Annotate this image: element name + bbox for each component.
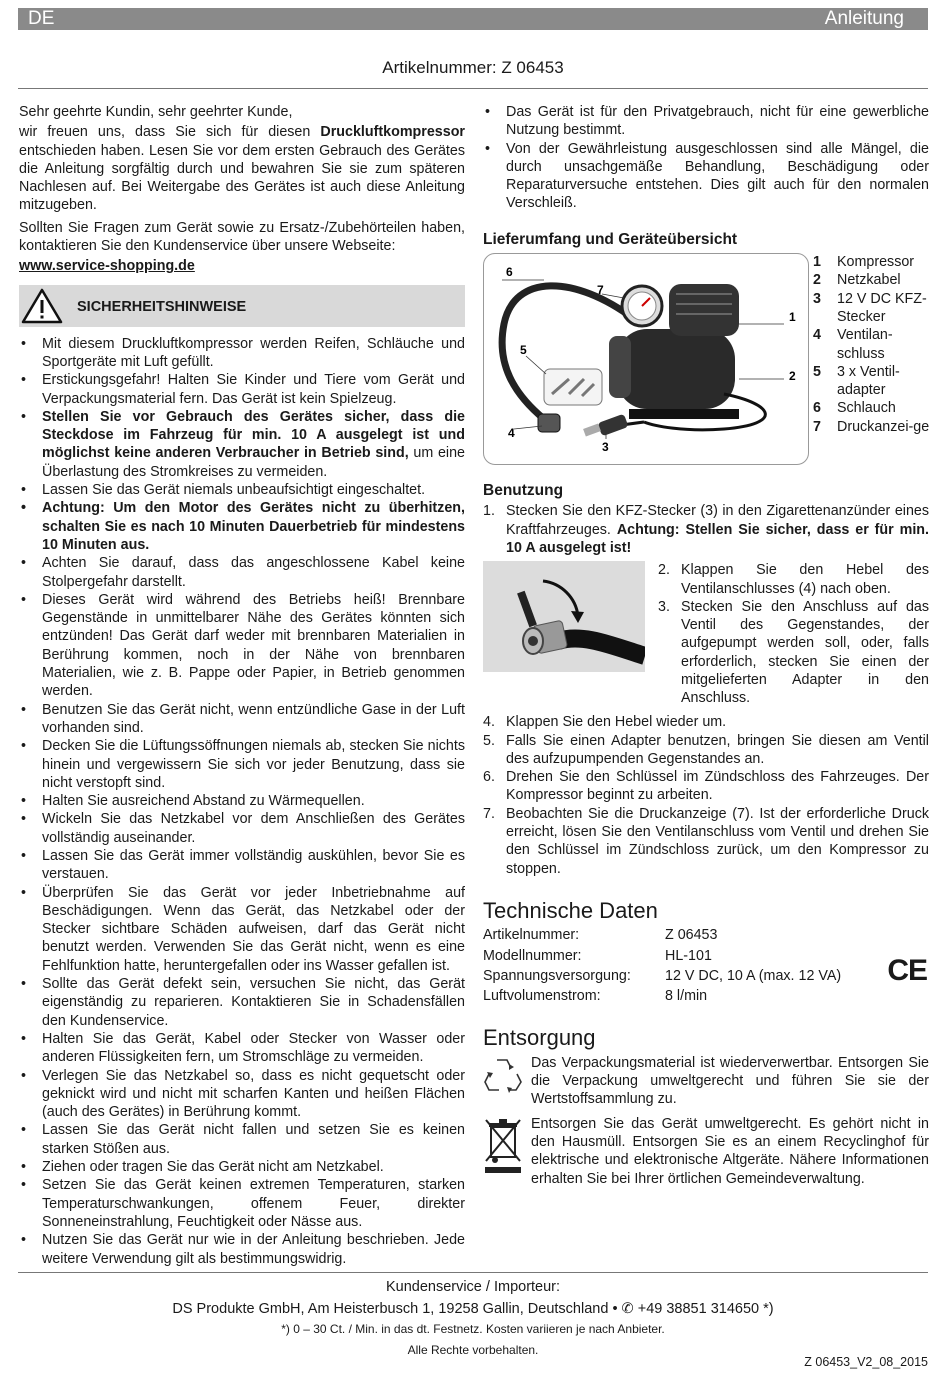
legend-text: Druckanzei-ge (837, 418, 930, 435)
crossed-bin-icon (483, 1117, 523, 1175)
list-item (483, 768, 929, 805)
website-link[interactable]: www.service-shopping.de (19, 258, 195, 275)
legend-number: 6 (813, 400, 821, 417)
overview-figure (483, 253, 929, 468)
figure-label-3: 3 (602, 440, 609, 455)
list-item: • Nutzen Sie das Gerät nur wie in der Anleitung beschrieben. Jede weitere Verwendung gilt als bestimmungswidrig. (19, 1231, 465, 1268)
bottom-divider (18, 1272, 928, 1273)
safety-title: SICHERHEITSHINWEISE (77, 298, 247, 315)
list-item: • Das Gerät ist für den Privatgebrauch, nicht für eine gewerbliche Nutzung bestimmt. (483, 103, 929, 140)
list-item (483, 805, 929, 878)
step-number: 6. (483, 769, 495, 786)
list-item (658, 561, 929, 598)
tech-value: HL-101 (665, 947, 712, 964)
legend-number: 1 (813, 254, 821, 271)
legend-number: 7 (813, 418, 821, 435)
tech-key: Modellnummer: (483, 947, 582, 964)
list-item: • Setzen Sie das Gerät keinen extremen Temperaturen, starken Temperaturschwankungen, offenem Feuer, direkter Sonneneinstrahlung, Feuchtigkeit oder Nässe aus. (19, 1176, 465, 1231)
list-item: • Ziehen oder tragen Sie das Gerät nicht am Netzkabel. (19, 1158, 465, 1176)
footer-service-label: Kundenservice / Importeur: (385, 1279, 561, 1295)
list-item: • Achten Sie darauf, dass das angeschlossene Kabel keine Stolpergefahr darstellt. (19, 554, 465, 591)
usage-title: Benutzung (483, 482, 564, 500)
list-item: • Lassen Sie das Gerät nicht fallen und setzen Sie es keinen starken Stößen aus. (19, 1121, 465, 1158)
tech-key: Artikelnummer: (483, 927, 580, 944)
tech-block (483, 926, 929, 1005)
warning-icon (21, 288, 63, 324)
document-code: Z 06453_V2_08_2015 (804, 1355, 928, 1369)
step-number: 4. (483, 714, 495, 731)
list-item: • Achtung: Um den Motor des Gerätes nicht zu überhitzen, schalten Sie es nach 10 Minuten Dauerbetrieb für mindestens 10 Minuten aus. (19, 499, 465, 554)
legend-number: 3 (813, 290, 821, 307)
legend-text: Schlauch (837, 400, 896, 417)
footer-address: DS Produkte GmbH, Am Heisterbusch 1, 19258 Gallin, Deutschland • ✆ +49 38851 314650 *) (172, 1301, 774, 1317)
valve-lever-illustration (483, 561, 645, 672)
device-disposal (483, 1115, 929, 1188)
list-item: • Halten Sie das Gerät, Kabel oder Stecker von Wasser oder anderen Flüssigkeiten fern, um Stromschläge zu vermeiden. (19, 1030, 465, 1067)
header-title: Anleitung (824, 8, 904, 29)
step-number: 2. (658, 562, 670, 579)
list-item: • Benutzen Sie das Gerät nicht, wenn entzündliche Gase in der Luft vorhanden sind. (19, 701, 465, 738)
list-item: • Erstickungsgefahr! Halten Sie Kinder und Tiere vom Gerät und Verpackungsmaterial fern. Das Gerät ist kein Spielzeug. (19, 371, 465, 408)
language-code: DE (28, 8, 55, 29)
step-text: Klappen Sie den Hebel wieder um. (506, 714, 727, 731)
greeting: Sehr geehrte Kundin, sehr geehrter Kunde, (19, 104, 293, 120)
contact-paragraph: Sollten Sie Fragen zum Gerät sowie zu Ersatz-/Zubehörteilen haben, kontaktieren Sie den Kundenservice über unsere Webseite: (19, 219, 465, 255)
compressor-illustration (484, 254, 808, 464)
top-divider (18, 88, 928, 89)
product-illustration (483, 253, 809, 465)
list-item (483, 713, 929, 731)
tech-table (483, 926, 929, 1005)
ce-mark: CE (887, 954, 927, 988)
valve-photo (483, 561, 645, 672)
step-number: 7. (483, 805, 495, 822)
safety-list-continued (483, 103, 929, 213)
step-warning: Achtung: Stellen Sie sicher, dass er für min. 10 A ausgelegt ist! (506, 521, 930, 556)
step-text: Stecken Sie den KFZ-Stecker (3) in den Zigarettenanzünder eines Kraftfahrzeuges. (506, 503, 929, 538)
header-bar (18, 8, 928, 30)
legend-text: Netzkabel (837, 272, 901, 289)
safety-header (19, 285, 465, 327)
legend-item (813, 418, 933, 436)
figure-label-6: 6 (506, 265, 513, 280)
right-column (483, 103, 929, 1194)
disposal-title: Entsorgung (483, 1025, 596, 1051)
step-number: 5. (483, 732, 495, 749)
step-number: 3. (658, 598, 670, 615)
figure-label-5: 5 (520, 343, 527, 358)
tech-key: Luftvolumenstrom: (483, 988, 601, 1005)
intro-text-c: entschieden haben. Lesen Sie vor dem ersten Gebrauch des Gerätes die Anleitung sorgfältig durch und bewahren Sie sie zum späteren Nachlesen auf. Bei Weitergabe des Gerätes ist auch diese Anleitung mitzugeben. (19, 142, 465, 214)
legend-text: Kompressor (837, 254, 915, 271)
tech-title: Technische Daten (483, 897, 658, 923)
list-item-bold: Stellen Sie vor Gebrauch des Gerätes sicher, dass die Steckdose im Fahrzeug für min. 10 A ausgelegt ist und möglichst keine anderen Verbraucher in Betrieb sind, (42, 408, 465, 462)
parts-legend (813, 253, 933, 436)
legend-item (813, 399, 933, 417)
step-text: Falls Sie einen Adapter benutzen, bringen Sie diesen am Ventil des aufzupumpenden Gegenstandes an. (506, 732, 929, 767)
list-item (19, 408, 465, 481)
figure-label-2: 2 (789, 369, 796, 384)
list-item (483, 502, 929, 557)
legend-item (813, 326, 933, 363)
list-item: • Lassen Sie das Gerät immer vollständig auskühlen, bevor Sie es verstauen. (19, 847, 465, 884)
legend-number: 4 (813, 327, 821, 344)
tech-key: Spannungsversorgung: (483, 967, 631, 984)
intro-text-a: wir freuen uns, dass Sie sich für diesen (19, 124, 321, 141)
legend-text: Ventilan-schluss (837, 327, 893, 362)
tech-value: 8 l/min (665, 988, 708, 1005)
usage-steps-3 (483, 713, 929, 878)
list-item: • Mit diesem Druckluftkompressor werden Reifen, Schläuche und Sportgeräte mit Luft gefüllt. (19, 335, 465, 372)
legend-item (813, 253, 933, 271)
packaging-text: Das Verpackungsmaterial ist wiederverwertbar. Entsorgen Sie die Verpackung umweltgerecht und führen Sie sie der Wertstoffsammlung zu. (531, 1054, 929, 1108)
left-column (19, 103, 465, 1268)
article-number-heading: Artikelnummer: Z 06453 (382, 58, 564, 77)
list-item (658, 598, 929, 708)
list-item: • Dieses Gerät wird während des Betriebs heiß! Brennbare Gegenstände in unmittelbarer Nähe des Gerätes könnten sich entzünden! Das Gerät darf weder mit brennbaren Materialien in Berührung kommen, noch in der Nähe von brennbaren Materialien, wie z. B. Pappe oder Papier, in Betrieb genommen werden. (19, 591, 465, 701)
legend-item (813, 271, 933, 289)
legend-number: 5 (813, 363, 821, 380)
safety-list (19, 335, 465, 1268)
figure-label-7: 7 (597, 283, 604, 298)
footer-rights: Alle Rechte vorbehalten. (407, 1343, 539, 1357)
list-item-rest: um eine Überlastung des Stromkreises zu vermeiden. (42, 445, 466, 480)
tech-value: Z 06453 (665, 927, 718, 944)
step-text: Stecken Sie den Anschluss auf das Ventil des Gegenstandes, der aufgepumpt werden soll, oder, falls erforderlich, stecken Sie einen der mitgelieferten Adapter in den Anschluss. (681, 598, 929, 707)
list-item: • Halten Sie ausreichend Abstand zu Wärmequellen. (19, 792, 465, 810)
intro-paragraph (19, 123, 465, 214)
tech-value: 12 V DC, 10 A (max. 12 VA) (665, 967, 842, 984)
legend-number: 2 (813, 272, 821, 289)
usage-steps-1 (483, 502, 929, 557)
legend-text: 12 V DC KFZ-Stecker (837, 290, 927, 325)
step-text: Beobachten Sie die Druckanzeige (7). Ist der erforderliche Druck erreicht, lösen Sie den Ventilanschluss vom Ventil und drehen Sie den Schlüssel im Zündschloss zurück, um den Kompressor zu stoppen. (506, 805, 929, 877)
legend-text: 3 x Ventil-adapter (837, 363, 900, 399)
usage-photo-block (483, 561, 929, 713)
step-number: 1. (483, 503, 495, 520)
list-item: • Verlegen Sie das Netzkabel so, dass es nicht gequetscht oder geknickt wird und nicht mit scharfen Kanten und heißen Flächen (auch des Gerätes) in Berührung kommt. (19, 1067, 465, 1122)
footer-cost-note: *) 0 – 30 Ct. / Min. in das dt. Festnetz. Kosten variieren je nach Anbieter. (281, 1322, 665, 1336)
legend-item (813, 363, 933, 400)
usage-steps-2 (658, 561, 929, 707)
list-item (483, 732, 929, 769)
step-text: Klappen Sie den Hebel des Ventilanschlusses (4) nach oben. (681, 562, 929, 597)
list-item: • Sollte das Gerät defekt sein, versuchen Sie nicht, das Gerät eigenständig zu reparieren. Kontaktieren Sie in Schadensfällen den Kundenservice. (19, 975, 465, 1030)
list-item: • Lassen Sie das Gerät niemals unbeaufsichtigt eingeschaltet. (19, 481, 465, 499)
packaging-disposal (483, 1054, 929, 1109)
figure-label-4: 4 (508, 426, 515, 441)
website-line (19, 257, 465, 275)
overview-title: Lieferumfang und Geräteübersicht (483, 230, 738, 248)
list-item: • Überprüfen Sie das Gerät vor jeder Inbetriebnahme auf Beschädigungen. Wenn das Gerät, das Netzkabel oder der Stecker sichtbare Schäden aufweisen, darf das Gerät nicht benutzt werden. Verwenden Sie das Gerät nicht, wenn es eine Fehlfunktion hatte, heruntergefallen oder ins Wasser gefallen ist. (19, 884, 465, 975)
step-text: Drehen Sie den Schlüssel im Zündschloss des Fahrzeuges. Der Kompressor beginnt zu arbeiten. (506, 769, 929, 804)
intro-product: Druckluftkompressor (320, 124, 465, 141)
figure-label-1: 1 (789, 310, 796, 325)
recycling-icon (483, 1056, 523, 1094)
legend-item (813, 290, 933, 327)
list-item: • Decken Sie die Lüftungssöffnungen niemals ab, stecken Sie nichts hinein und vergewissern Sie sich vor jeder Benutzung, dass sie nicht verstopft sind. (19, 737, 465, 792)
list-item: • Wickeln Sie das Netzkabel vor dem Anschließen des Gerätes vollständig auseinander. (19, 810, 465, 847)
list-item: • Von der Gewährleistung ausgeschlossen sind alle Mängel, die durch unsachgemäße Behandlung, Beschädigung oder Reparaturversuche entstehen. Dies gilt auch für den normalen Verschleiß. (483, 140, 929, 213)
device-disposal-text: Entsorgen Sie das Gerät umweltgerecht. Es gehört nicht in den Hausmüll. Entsorgen Sie es an einem Recyclinghof für elektrische und elektronische Altgeräte. Nähere Informationen erhalten Sie bei Ihrer örtlichen Gemeindeverwaltung. (531, 1115, 929, 1187)
